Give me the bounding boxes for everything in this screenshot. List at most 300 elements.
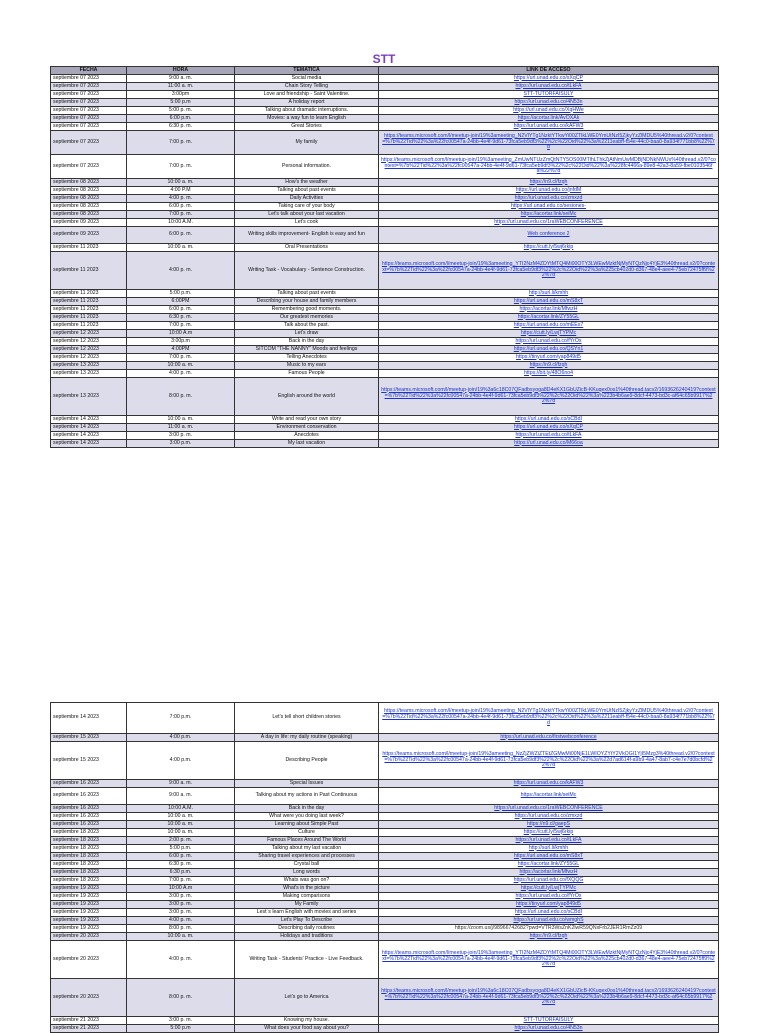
cell-tematica: Let's draw — [235, 330, 379, 338]
cell-fecha: septiembre 19 2023 — [51, 893, 127, 901]
cell-hora: 10:00 A.m — [127, 330, 235, 338]
cell-hora: 9:00 a. m. — [127, 75, 235, 83]
cell-fecha: septiembre 11 2023 — [51, 322, 127, 330]
table-row — [51, 1017, 719, 1025]
cell-tematica: Music to my ears — [235, 362, 379, 370]
cell-tematica: What's in the picture — [235, 885, 379, 893]
table-row — [51, 742, 719, 780]
cell-hora: 10:00 A.m — [127, 885, 235, 893]
table-row — [51, 703, 719, 734]
cell-tematica: Writing skills improvement- English is easy and fun — [235, 227, 379, 244]
table-header-row — [51, 67, 719, 75]
cell-hora: 7:00 p. m. — [127, 155, 235, 179]
cell-link[interactable]: https://teams.microsoft.com/l/meetup-join/19%3a6c18C07QFadbsyoga8D4eKX1GbUZicB-KKuqex0os1%40thread.tacv2/1693626240419?context=%7b%22Tid%22%3a%22fc00547a-24bb-4e4f-9d61-73fca5eb9df3%22%2c%22Oid%22%3a%223b4b6ae9-8dcf-4473-bd3c-af64c65b9917%22%7d — [379, 378, 719, 416]
table-row — [51, 362, 719, 370]
cell-fecha: septiembre 07 2023 — [51, 99, 127, 107]
cell-tematica: Famous Places Around The World — [235, 837, 379, 845]
cell-fecha: septiembre 07 2023 — [51, 83, 127, 91]
document-title: STT — [372, 52, 396, 66]
table-row — [51, 917, 719, 925]
cell-hora: 6:30 p.m. — [127, 869, 235, 877]
cell-hora: 5:00 p.m. — [127, 845, 235, 853]
cell-link[interactable]: https://url.unad.edu.co/1raWEBCONFERENCE — [379, 219, 719, 227]
table-row — [51, 252, 719, 290]
cell-fecha: septiembre 19 2023 — [51, 885, 127, 893]
cell-link[interactable]: https://url.unad.edu.co/fYrOx — [379, 338, 719, 346]
cell-link[interactable]: http://surl.li/kmhh — [379, 845, 719, 853]
cell-fecha: septiembre 11 2023 — [51, 252, 127, 290]
cell-hora: 3:00p.m — [127, 338, 235, 346]
cell-tematica: Talking about dramatic interruptions. — [235, 107, 379, 115]
cell-fecha: septiembre 14 2023 — [51, 440, 127, 448]
cell-tematica: Our greatest memories — [235, 314, 379, 322]
cell-tematica: Love and friendship - Saint Valentine. — [235, 91, 379, 99]
cell-link[interactable]: https://url.unad.edu.co/xXqCP — [379, 75, 719, 83]
cell-hora: 10:00 a. m. — [127, 813, 235, 821]
table-row — [51, 853, 719, 861]
table-row — [51, 378, 719, 416]
cell-link[interactable]: https://url.unad.edu.co/XqHWe — [379, 107, 719, 115]
cell-hora: 10:00 a. m. — [127, 933, 235, 941]
table-row — [51, 877, 719, 885]
cell-fecha: septiembre 08 2023 — [51, 187, 127, 195]
cell-hora: 3:00 p.m. — [127, 440, 235, 448]
cell-fecha: septiembre 13 2023 — [51, 378, 127, 416]
schedule-table-1 — [50, 66, 719, 448]
cell-tematica: Chain Story Telling — [235, 83, 379, 91]
cell-tematica: Talk about the past. — [235, 322, 379, 330]
cell-link[interactable]: https://n9.cl/gaepS — [379, 821, 719, 829]
table-row — [51, 306, 719, 314]
cell-hora: 8:00 p. m. — [127, 378, 235, 416]
cell-tematica: What does your food say about you? — [235, 1025, 379, 1033]
cell-hora: 5:00 p.m — [127, 99, 235, 107]
cell-hora: 6:00PM — [127, 298, 235, 306]
cell-hora: 4:00 p. m. — [127, 917, 235, 925]
cell-link[interactable]: https://url.unad.edu.co/firstwebconference — [379, 734, 719, 742]
table-row — [51, 107, 719, 115]
cell-fecha: septiembre 12 2023 — [51, 330, 127, 338]
cell-tematica: Writing Task - Vocabulary - Sentence Construction. — [235, 252, 379, 290]
table-row — [51, 734, 719, 742]
cell-fecha: septiembre 14 2023 — [51, 703, 127, 734]
cell-fecha: septiembre 11 2023 — [51, 244, 127, 252]
table-row — [51, 925, 719, 933]
cell-fecha: septiembre 18 2023 — [51, 869, 127, 877]
cell-hora: 9:00 a. m. — [127, 788, 235, 805]
cell-fecha: septiembre 16 2023 — [51, 813, 127, 821]
cell-link[interactable]: http://surl.li/kmhh — [379, 290, 719, 298]
cell-link[interactable]: https://url.unad.edu.co/mEEx7 — [379, 322, 719, 330]
table-row — [51, 432, 719, 440]
cell-tematica: Sharing travel experiences and processes — [235, 853, 379, 861]
cell-fecha: septiembre 20 2023 — [51, 979, 127, 1017]
cell-hora: 4:00 p.m. — [127, 734, 235, 742]
cell-tematica: Daily Activities — [235, 195, 379, 203]
cell-tematica: Talking about past events — [235, 290, 379, 298]
schedule-body-2 — [51, 703, 719, 1033]
table-row — [51, 99, 719, 107]
cell-fecha: septiembre 11 2023 — [51, 314, 127, 322]
table-row — [51, 805, 719, 813]
cell-fecha: septiembre 16 2023 — [51, 805, 127, 813]
cell-fecha: septiembre 11 2023 — [51, 306, 127, 314]
cell-link[interactable]: https://acortar.link/MfwzH — [379, 306, 719, 314]
cell-link[interactable]: https://teams.microsoft.com/l/meetup-join/19%3ameeting_N2VlYTg1NzktYTkwYi00ZTlkLWE0YmUtNzI5ZjkyYzZlMDU5%40thread.v2/0?context=%7b%22Tid%22%3a%22fc00547a-24bb-4e4f-9d61-73fca5eb9df3%22%2c%22Oid%22%3a%2211eabff-f54e-44c0-baa0-8a934f771bb8%22%7d — [379, 131, 719, 155]
table-row — [51, 187, 719, 195]
cell-link[interactable]: https://url.unad.edu.co/tLkFA — [379, 837, 719, 845]
table-row — [51, 813, 719, 821]
cell-fecha: septiembre 07 2023 — [51, 91, 127, 99]
table-row — [51, 131, 719, 155]
table-row — [51, 203, 719, 211]
cell-link[interactable]: https://url.unad.edu.co/M66oa — [379, 440, 719, 448]
cell-link[interactable]: https://url.unad.edu.co/tLkFA — [379, 432, 719, 440]
cell-fecha: septiembre 12 2023 — [51, 346, 127, 354]
cell-link[interactable]: https://acortar.link/seiMc — [379, 788, 719, 805]
cell-link[interactable]: https://acortar.link/MfwzH — [379, 869, 719, 877]
cell-hora: 6:00 p. m. — [127, 227, 235, 244]
cell-link[interactable]: https://cutt.ly/LwjTYPMc — [379, 885, 719, 893]
table-row — [51, 424, 719, 432]
cell-tematica: Talking about my last vacation — [235, 845, 379, 853]
cell-tematica: My Family — [235, 901, 379, 909]
cell-tematica: Remembering good moments. — [235, 306, 379, 314]
cell-hora: 8:00 p. m. — [127, 925, 235, 933]
table-row — [51, 290, 719, 298]
cell-hora: 11:00 a. m. — [127, 424, 235, 432]
cell-link[interactable]: https://cutt.ly/5wj6rkip — [379, 244, 719, 252]
cell-hora: 10:00 a. m. — [127, 821, 235, 829]
cell-link[interactable]: https://url.unad.edu.co/4N53n — [379, 99, 719, 107]
cell-fecha: septiembre 11 2023 — [51, 298, 127, 306]
cell-link[interactable]: https://url.unad.edu.co/sCBdI — [379, 416, 719, 424]
cell-tematica: Back in the day — [235, 338, 379, 346]
cell-hora: 7:00 p. m. — [127, 877, 235, 885]
cell-tematica: Describing People — [235, 742, 379, 780]
cell-fecha: septiembre 07 2023 — [51, 123, 127, 131]
table-row — [51, 91, 719, 99]
cell-fecha: septiembre 14 2023 — [51, 432, 127, 440]
cell-tematica: My last vacation — [235, 440, 379, 448]
table-row — [51, 227, 719, 244]
cell-link[interactable]: https://teams.microsoft.com/l/meetup-join/19%3ameeting_ZmUwNTUzZmQtNTY5OS00MTlhLThkZjAtNmUwMDBjNDNkNWUx%40thread.v2/0?context=%7b%22Tid%22%3a%22fc00547a-24bb-4e4f-9d61-73fca5eb9df3%22%2c%22Oid%22%3a%228fc4466a-89e8-42a3-8a59-fbe0103546fa%22%7d — [379, 155, 719, 179]
cell-link[interactable]: https://bit.ly/48O6no4 — [379, 370, 719, 378]
cell-fecha: septiembre 16 2023 — [51, 821, 127, 829]
cell-tematica: Crystal ball — [235, 861, 379, 869]
cell-tematica: Long words — [235, 869, 379, 877]
cell-link[interactable]: https://zoom.us/j/98966742682?pwd=VTR3WsZnK2lwR59QNxFrb2JER1RmZz09 — [379, 925, 719, 933]
cell-tematica: A day in life: my daily routine (speaking) — [235, 734, 379, 742]
cell-tematica: Famous People — [235, 370, 379, 378]
cell-link[interactable]: https://acortar.link/ZY55GL — [379, 861, 719, 869]
cell-link[interactable]: https://url.unad.edu.co/1raWEBCONFERENCE — [379, 805, 719, 813]
cell-tematica: Describing daily routines — [235, 925, 379, 933]
cell-hora: 5:00 p.m. — [127, 290, 235, 298]
cell-link[interactable]: https://url.unad.edu.co/xXqCP — [379, 424, 719, 432]
cell-hora: 10:00 a. m. — [127, 362, 235, 370]
cell-fecha: septiembre 08 2023 — [51, 211, 127, 219]
table-row — [51, 219, 719, 227]
table-row — [51, 179, 719, 187]
cell-fecha: septiembre 15 2023 — [51, 734, 127, 742]
cell-tematica: Holidays and traditions — [235, 933, 379, 941]
cell-hora: 4:00 p. m. — [127, 195, 235, 203]
table-row — [51, 821, 719, 829]
table-row — [51, 780, 719, 788]
cell-hora: 5:00 p. m. — [127, 107, 235, 115]
cell-fecha: septiembre 08 2023 — [51, 195, 127, 203]
table-row — [51, 909, 719, 917]
cell-hora: 3:00 p. m. — [127, 432, 235, 440]
cell-tematica: Personal information. — [235, 155, 379, 179]
cell-tematica: Let's Play To Describe — [235, 917, 379, 925]
table-row — [51, 338, 719, 346]
cell-tematica: Back in the day — [235, 805, 379, 813]
cell-tematica: Oral Presentations — [235, 244, 379, 252]
cell-link[interactable]: https://n9.cl/fzqh — [379, 179, 719, 187]
cell-hora: 7:00 p.m. — [127, 703, 235, 734]
cell-tematica: Making comparisons — [235, 893, 379, 901]
cell-hora: 3:00 p. m. — [127, 1017, 235, 1025]
cell-fecha: septiembre 21 2023 — [51, 1025, 127, 1033]
table-row — [51, 1025, 719, 1033]
cell-tematica: Environment conservation — [235, 424, 379, 432]
cell-link[interactable]: https://acortar.link/seiMc — [379, 211, 719, 219]
cell-hora: 4:00 p. m. — [127, 252, 235, 290]
cell-link[interactable]: https://tinyurl.com/yap849d5 — [379, 354, 719, 362]
cell-fecha: septiembre 07 2023 — [51, 107, 127, 115]
cell-link[interactable]: https://url.unad.edu.co/tLkFA — [379, 83, 719, 91]
cell-link[interactable]: Web conference 2 — [379, 227, 719, 244]
cell-link[interactable]: https://cutt.ly/5wj6rkip — [379, 829, 719, 837]
cell-fecha: septiembre 13 2023 — [51, 362, 127, 370]
table-row — [51, 195, 719, 203]
cell-tematica: What were you doing last week? — [235, 813, 379, 821]
cell-link[interactable]: STT-TUTORFAISULY — [379, 1017, 719, 1025]
cell-fecha: septiembre 18 2023 — [51, 829, 127, 837]
cell-hora: 3:00pm — [127, 91, 235, 99]
cell-hora: 4:00 P.M — [127, 187, 235, 195]
cell-fecha: septiembre 18 2023 — [51, 837, 127, 845]
cell-hora: 7:00 p. m. — [127, 211, 235, 219]
cell-tematica: Special Issues — [235, 780, 379, 788]
table-row — [51, 83, 719, 91]
table-row — [51, 979, 719, 1017]
cell-fecha: septiembre 14 2023 — [51, 424, 127, 432]
cell-fecha: septiembre 07 2023 — [51, 131, 127, 155]
table-row — [51, 370, 719, 378]
cell-hora: 6:30 p. m. — [127, 314, 235, 322]
cell-link[interactable]: https://n9.cl/fzqh — [379, 362, 719, 370]
cell-fecha: septiembre 07 2023 — [51, 75, 127, 83]
table-row — [51, 861, 719, 869]
cell-tematica: Great Stories — [235, 123, 379, 131]
cell-hora: 10:00 a. m. — [127, 244, 235, 252]
cell-link[interactable]: https://teams.microsoft.com/l/meetup-join/19%3ameeting_N2VlYTg1NzktYTkwYi00ZTlkLWE0YmUtNzI5ZjkyYzZlMDU5%40thread.v2/0?context=%7b%22Tid%22%3a%22fc00547a-24bb-4e4f-9d61-73fca5eb9df3%22%2c%22Oid%22%3a%2211eabff-f54e-44c0-baa0-8a934f771bb8%22%7d — [379, 703, 719, 734]
cell-fecha: septiembre 08 2023 — [51, 179, 127, 187]
cell-fecha: septiembre 18 2023 — [51, 845, 127, 853]
cell-link[interactable]: https://url.unad.edu.co/jnfdM — [379, 187, 719, 195]
cell-hora: 6:30 p. m. — [127, 861, 235, 869]
table-row — [51, 837, 719, 845]
cell-link[interactable]: https://tinyurl.com/yap849d5 — [379, 901, 719, 909]
table-row — [51, 123, 719, 131]
cell-hora: 10:00 a. m. — [127, 416, 235, 424]
cell-hora: 6:00 p.m. — [127, 115, 235, 123]
cell-hora: 10:00 a. m. — [127, 179, 235, 187]
cell-hora: 10:00 A.M. — [127, 219, 235, 227]
cell-tematica: Writing Task - Students' Practice - Live Feedback. — [235, 941, 379, 979]
table-row — [51, 354, 719, 362]
table-row — [51, 788, 719, 805]
header-fecha: FECHA — [51, 67, 127, 75]
table-row — [51, 885, 719, 893]
cell-tematica: Describing your house and family members — [235, 298, 379, 306]
cell-link[interactable]: https://acortar.link/ZY55GL — [379, 314, 719, 322]
cell-hora: 11:00 a. m. — [127, 83, 235, 91]
cell-tematica: Write and read your own story — [235, 416, 379, 424]
cell-tematica: Lest´s learn English with movies and series — [235, 909, 379, 917]
cell-tematica: Knowing my house. — [235, 1017, 379, 1025]
cell-hora: 6:00 p. m. — [127, 306, 235, 314]
cell-hora: 7:00 p. m. — [127, 131, 235, 155]
table-row — [51, 869, 719, 877]
table-row — [51, 314, 719, 322]
cell-fecha: septiembre 18 2023 — [51, 861, 127, 869]
table-row — [51, 346, 719, 354]
table-row — [51, 211, 719, 219]
cell-tematica: Let's go to America — [235, 979, 379, 1017]
cell-fecha: septiembre 08 2023 — [51, 203, 127, 211]
cell-fecha: septiembre 09 2023 — [51, 219, 127, 227]
cell-tematica: Let's talk about your last vacation — [235, 211, 379, 219]
cell-link[interactable]: https://url.unad.edu.co/sesiones- — [379, 203, 719, 211]
cell-link[interactable]: https://teams.microsoft.com/l/meetup-join/19%3ameeting_NzZjZWZiZTEtZGMwMi00NjE1LWIOYZYtY2VkOGI1YjI5Mzg3%40thread.v2/0?context=%7b%22Tid%22%3a%22fc00547a-24bb-4e4f-9d61-73fca5eb9df3%22%2c%22Oid%22%3a%22d7ad614f-a9b9-4a47-8ab7-c4e7e7d0bcfd%22%7d — [379, 742, 719, 780]
table-row — [51, 244, 719, 252]
schedule-body-1 — [51, 75, 719, 448]
cell-link[interactable]: https://url.unad.edu.co/4N53n — [379, 1025, 719, 1033]
cell-tematica: Taking care of your body — [235, 203, 379, 211]
cell-hora: 6:00 p. m. — [127, 853, 235, 861]
cell-tematica: Let's cook — [235, 219, 379, 227]
cell-fecha: septiembre 18 2023 — [51, 877, 127, 885]
cell-hora: 3:00 p. m. — [127, 901, 235, 909]
cell-hora: 4:00PM — [127, 346, 235, 354]
cell-hora: 8:00 p. m. — [127, 979, 235, 1017]
cell-link[interactable]: https://url.unad.edu.co/QSYn1 — [379, 346, 719, 354]
table-row — [51, 322, 719, 330]
cell-fecha: septiembre 20 2023 — [51, 941, 127, 979]
cell-link[interactable]: https://url.unad.edu.co/kAFW3 — [379, 780, 719, 788]
cell-link[interactable]: https://url.unad.edu.co/sCBdI — [379, 909, 719, 917]
table-row — [51, 75, 719, 83]
cell-hora: 2:00 p. m. — [127, 837, 235, 845]
cell-fecha: septiembre 16 2023 — [51, 780, 127, 788]
cell-link[interactable]: https://url.unad.edu.co/fXQQG — [379, 877, 719, 885]
cell-fecha: septiembre 14 2023 — [51, 416, 127, 424]
table-row — [51, 440, 719, 448]
cell-link[interactable]: https://acortar.link/AvOXAk — [379, 115, 719, 123]
cell-hora: 4:00 p. m. — [127, 370, 235, 378]
cell-tematica: How's the weather — [235, 179, 379, 187]
cell-tematica: Movies: a way fun to learn English — [235, 115, 379, 123]
table-row — [51, 845, 719, 853]
cell-fecha: septiembre 19 2023 — [51, 901, 127, 909]
cell-fecha: septiembre 13 2023 — [51, 370, 127, 378]
cell-tematica: English around the world — [235, 378, 379, 416]
cell-hora: 4:00 p.m. — [127, 742, 235, 780]
cell-tematica: SITCOM "THE NANNY" Moods and feelings — [235, 346, 379, 354]
cell-fecha: septiembre 19 2023 — [51, 909, 127, 917]
cell-fecha: septiembre 11 2023 — [51, 290, 127, 298]
cell-tematica: My family — [235, 131, 379, 155]
cell-fecha: septiembre 16 2023 — [51, 788, 127, 805]
cell-link[interactable]: https://url.unad.edu.co/mS8xT — [379, 853, 719, 861]
cell-hora: 3:00 p. m. — [127, 893, 235, 901]
cell-hora: 7:00 p. m. — [127, 322, 235, 330]
table-row — [51, 933, 719, 941]
cell-hora: 10:00 A.M. — [127, 805, 235, 813]
cell-link[interactable]: https://url.unad.edu.co/zmxzd — [379, 195, 719, 203]
table-row — [51, 330, 719, 338]
cell-fecha: septiembre 19 2023 — [51, 917, 127, 925]
table-row — [51, 298, 719, 306]
cell-tematica: A holiday report — [235, 99, 379, 107]
cell-hora: 4:00 p. m. — [127, 941, 235, 979]
cell-fecha: septiembre 19 2023 — [51, 925, 127, 933]
cell-link[interactable]: STT-TUTORFAISULY — [379, 91, 719, 99]
cell-tematica: Social media — [235, 75, 379, 83]
cell-fecha: septiembre 07 2023 — [51, 155, 127, 179]
cell-tematica: Talking about past events — [235, 187, 379, 195]
cell-link[interactable]: https://teams.microsoft.com/l/meetup-join/19%3a6c18C07QFadbsyoga8D4eKX1GbUZicB-KKuqex0os1%40thread.tacv2/1693626240419?context=%7b%22Tid%22%3a%22fc00547a-24bb-4e4f-9d61-73fca5eb9df3%22%2c%22Oid%22%3a%223b4b6ae9-8dcf-4473-bd3c-af64c65b9917%22%7d — [379, 979, 719, 1017]
cell-tematica: Whats was gon on? — [235, 877, 379, 885]
cell-hora: 3:00 p. m. — [127, 909, 235, 917]
cell-link[interactable]: https://url.unad.edu.co/mS8xT — [379, 298, 719, 306]
table-row — [51, 901, 719, 909]
cell-link[interactable]: https://n9.cl/fzqh — [379, 933, 719, 941]
header-hora: HORA — [127, 67, 235, 75]
cell-fecha: septiembre 12 2023 — [51, 338, 127, 346]
cell-link[interactable]: https://teams.microsoft.com/l/meetup-join/19%3ameeting_YTI2NzM4ZDYtMTQ4Mi00OTY3LWEwMzktNjMyNTQzNjc4YjE3%40thread.v2/0?context=%7b%22Tid%22%3a%22fc00547a-24bb-4e4f-9d61-73fca5eb9df3%22%2c%22Oid%22%3a%225cb402d0-d367-48e4-aee4-75eb72475ff9%22%7d — [379, 252, 719, 290]
cell-link[interactable]: https://teams.microsoft.com/l/meetup-join/19%3ameeting_YTI2NzM4ZDYtMTQ4Mi00OTY3LWEwMzktNjMyNTQzNjc4YjE3%40thread.v2/0?context=%7b%22Tid%22%3a%22fc00547a-24bb-4e4f-9d61-73fca5eb9df3%22%2c%22Oid%22%3a%225cb402d0-d367-48e4-aee4-75eb72475ff9%22%7d — [379, 941, 719, 979]
cell-link[interactable]: https://url.unad.edu.co/wmghS — [379, 917, 719, 925]
header-link: LINK DE ACCESO — [379, 67, 719, 75]
table-row — [51, 893, 719, 901]
cell-hora: 6:00 p. m. — [127, 203, 235, 211]
cell-hora: 7:00 p. m. — [127, 354, 235, 362]
cell-link[interactable]: https://cutt.ly/LwjTYPMc — [379, 330, 719, 338]
cell-tematica: Talking about my actions in Past Continuous — [235, 788, 379, 805]
table-row — [51, 941, 719, 979]
cell-tematica: Anecdotes — [235, 432, 379, 440]
cell-tematica: Learning about Simple Past — [235, 821, 379, 829]
cell-link[interactable]: https://url.unad.edu.co/zmxzd — [379, 813, 719, 821]
cell-fecha: septiembre 18 2023 — [51, 853, 127, 861]
cell-fecha: septiembre 12 2023 — [51, 354, 127, 362]
cell-tematica: Telling Anecdotes — [235, 354, 379, 362]
table-row — [51, 416, 719, 424]
cell-link[interactable]: https://url.unad.edu.co/fYrOx — [379, 893, 719, 901]
cell-hora: 5:00 p.m — [127, 1025, 235, 1033]
table-row — [51, 829, 719, 837]
cell-fecha: septiembre 09 2023 — [51, 227, 127, 244]
cell-link[interactable]: https://url.unad.edu.co/kAFW3 — [379, 123, 719, 131]
cell-fecha: septiembre 20 2023 — [51, 933, 127, 941]
table-row — [51, 155, 719, 179]
cell-tematica: Culture — [235, 829, 379, 837]
